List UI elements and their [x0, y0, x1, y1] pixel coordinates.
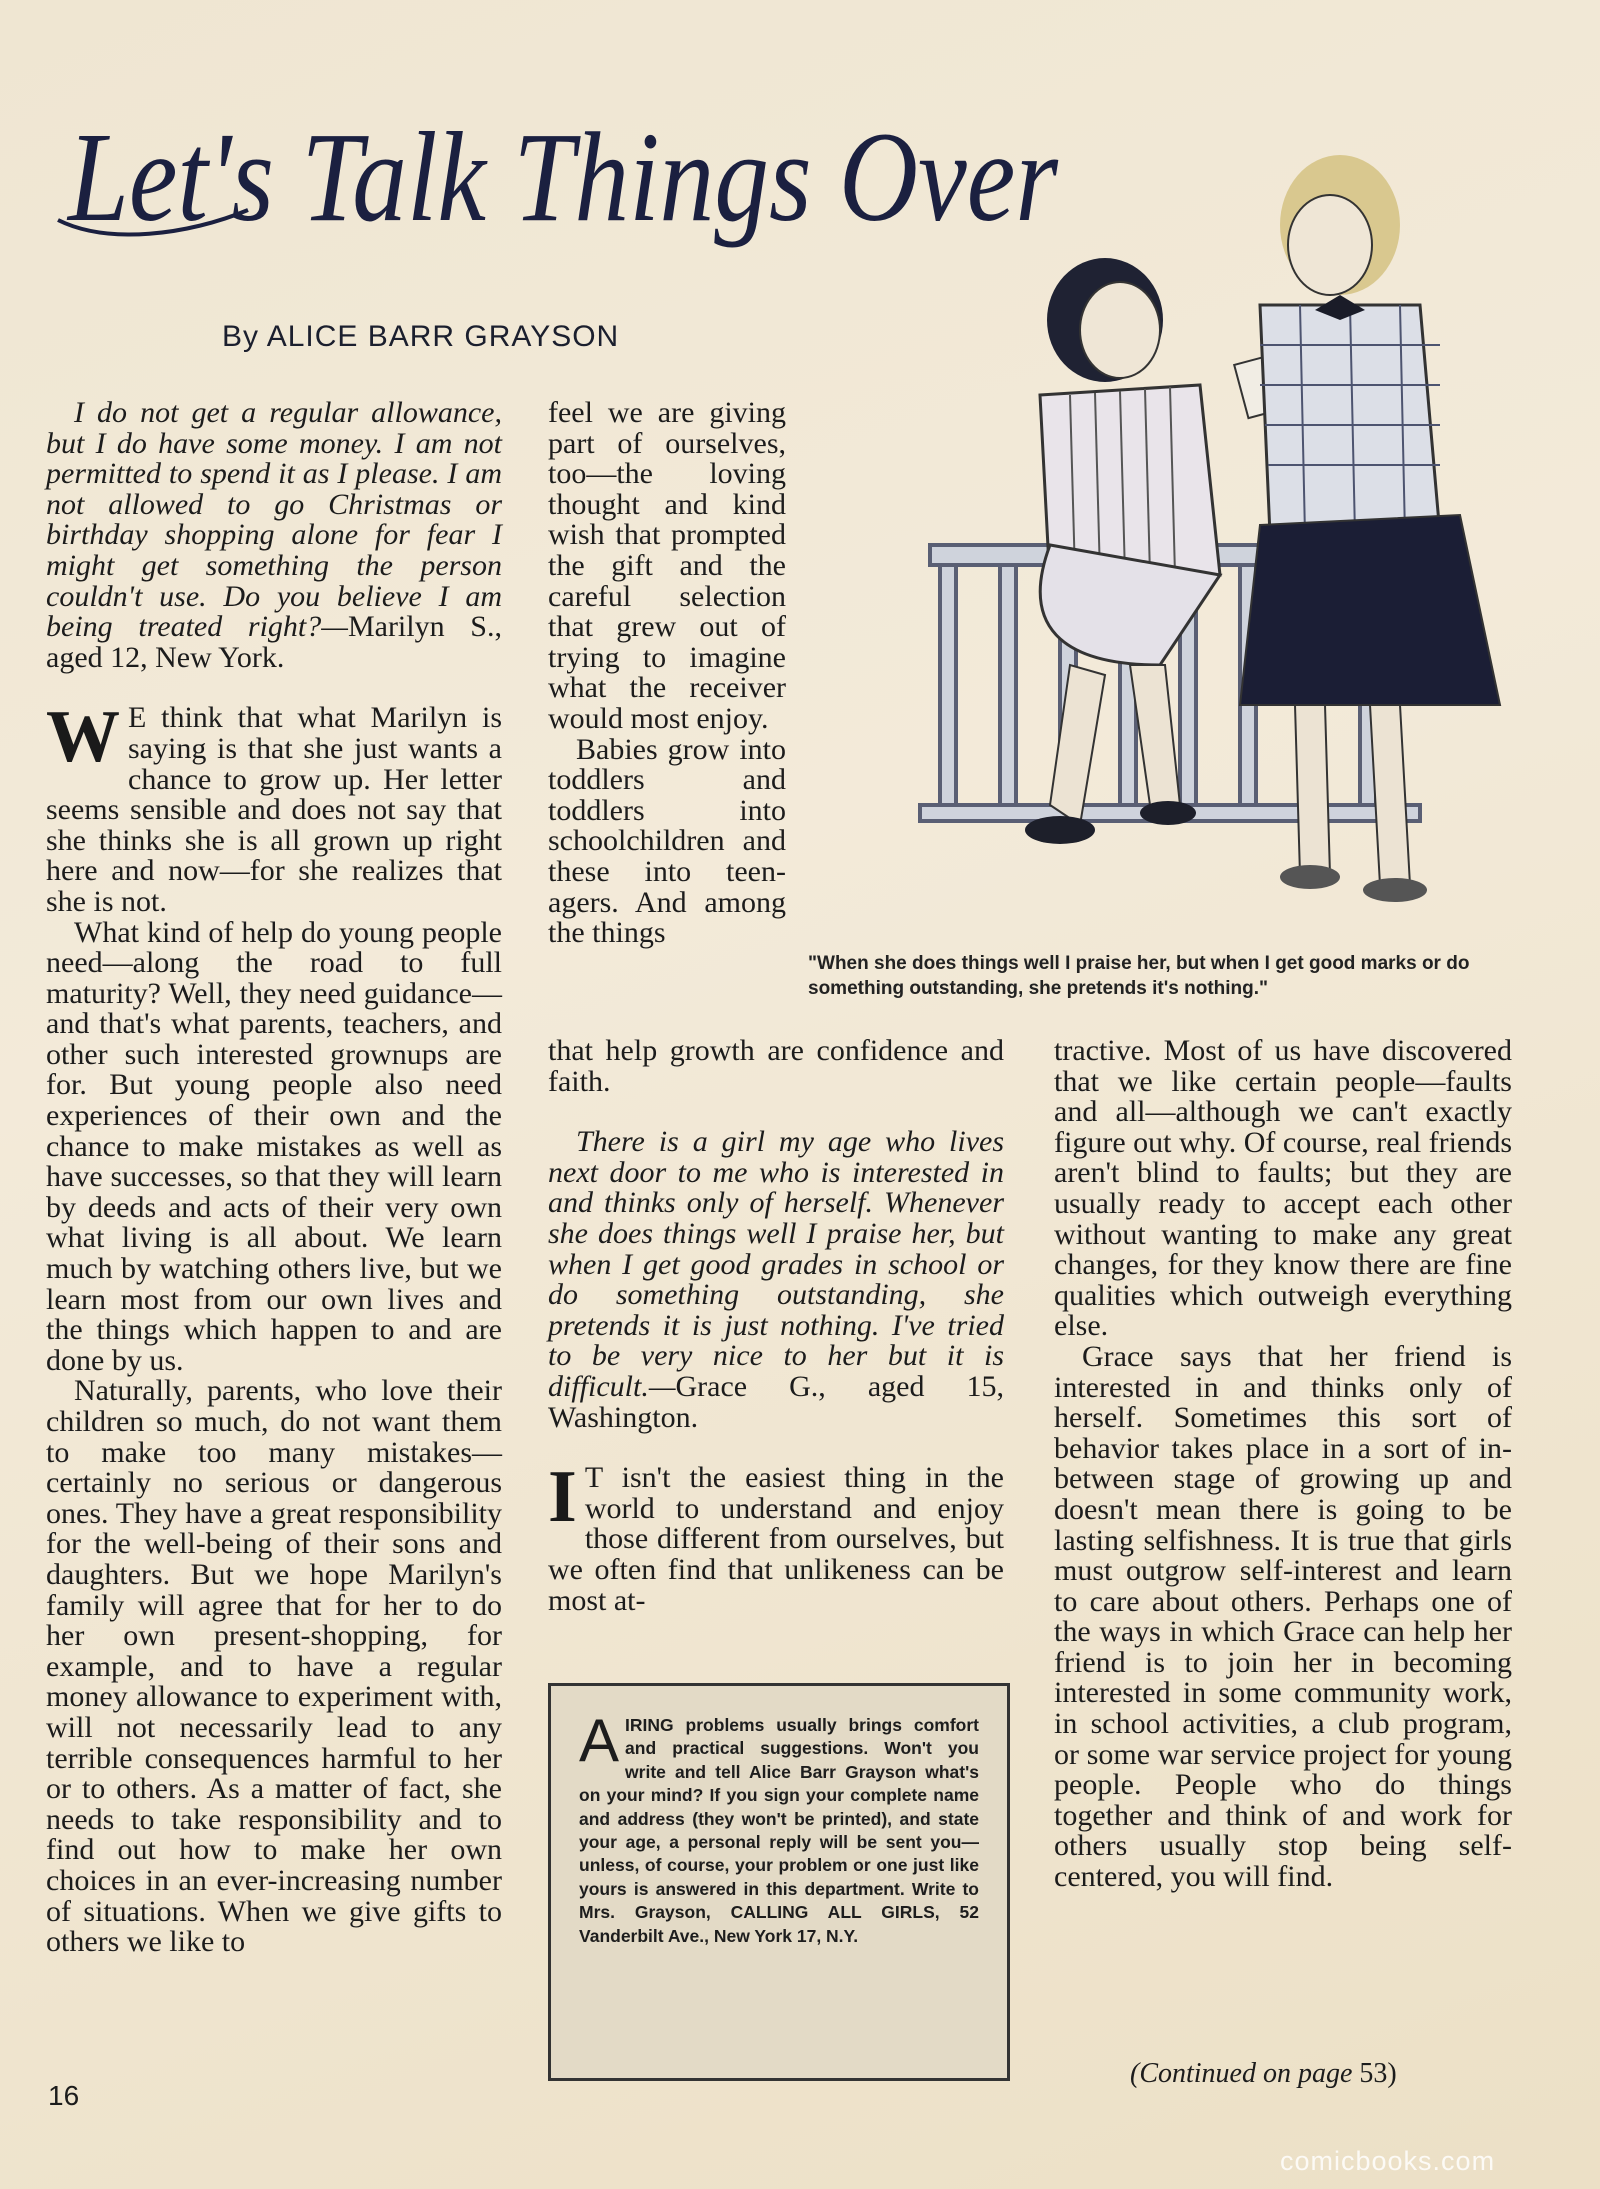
- page-number: 16: [48, 2080, 80, 2111]
- reply-1-paragraph-4: feel we are giving part of ourselves, too—the loving thought and kind wish that prompted the gift and the careful selection that grew out of trying to imagine what the receiver would most enjoy.: [548, 396, 786, 735]
- column-2-top: [548, 398, 786, 949]
- reply-2-paragraph-2: Grace says that her friend is interested in and thinks only of herself. Sometimes this sort of behavior takes place in a sort of in-between stage of growing up and doesn't mean there is going to be lasting selfishness. It is true that girls must outgrow self-interest and learn to care about others. Perhaps one of the ways in which Grace can help her friend is to join her in becoming interested in some community work, in school activities, a club program, or some war service project for young people. People who do things together and think of and work for others usually stop being self-centered, you will find.: [1054, 1339, 1512, 1894]
- two-girls-illustration: [900, 105, 1510, 935]
- letter-grace-text: There is a girl my age who lives next door to me who is interested in and thinks only of herself. Whenever she does things well I praise her, but when I get good grades in school or do something outstanding, she pretends it is just nothing. I've tried to be very nice to her but it is difficult.—: [548, 1125, 1004, 1403]
- reply-2-paragraph-1b: tractive. Most of us have discovered that we like certain people—faults and all—although we can't exactly figure out why. Of course, real friends aren't blind to faults; but they are usually ready to accept each other without wanting to make any great changes, for they know there are fine qualities which outweigh everything else.: [1054, 1034, 1512, 1343]
- reply-1-paragraph-5b: that help growth are confidence and faith.: [548, 1034, 1004, 1098]
- box-text: [579, 1707, 979, 1948]
- reply-1-p1-text: E think that what Marilyn is saying is that she just wants a chance to grow up. Her letter seems sensible and does not say that she thinks she is all grown up right here and now—for she realizes that she is not.: [46, 701, 502, 918]
- box-body: IRING problems usually brings comfort and practical suggestions. Won't you write and tell Alice Barr Grayson what's on your mind? If you sign your complete name and address (they won't be printed), and state your age, a personal reply will be sent you—unless, of course, your problem or one just like yours is answered in this department. Write to Mrs. Grayson, CALLING ALL GIRLS, 52 Vanderbilt Ave., New York 17, N.Y.: [579, 1715, 979, 1946]
- byline: By ALICE BARR GRAYSON: [222, 320, 620, 353]
- box-drop-cap: A: [579, 1707, 620, 1774]
- airing-problems-box: [548, 1683, 1010, 2081]
- title-text: Let's Talk Things Over: [66, 106, 1060, 248]
- watermark: comicbooks.com: [1280, 2146, 1496, 2176]
- letter-marilyn-signature: Marilyn S., aged 12, New York.: [46, 610, 502, 674]
- reply-2-p1a-text: T isn't the easiest thing in the world to understand and enjoy those different from ourselves, but we often find that unlikeness can be most at-: [548, 1461, 1004, 1617]
- reply-1-paragraph-1: [46, 696, 502, 918]
- column-3: [1054, 1036, 1512, 1893]
- letter-marilyn-text: I do not get a regular allowance, but I do have some money. I am not permitted to spend it as I please. I am not allowed to go Christmas or birthday shopping alone for fear I might get something the person couldn't use. Do you believe I am being treated right?—: [46, 396, 502, 644]
- column-2-bottom: [548, 1036, 1004, 1616]
- drop-cap-w: W: [46, 696, 120, 779]
- reply-2-paragraph-1a: [548, 1456, 1004, 1617]
- reply-1-paragraph-3: Naturally, parents, who love their children so much, do not want them to make too many mistakes—certainly no serious or dangerous ones. They have a great responsibility for the well-being of their sons and daughters. But we hope Marilyn's family will agree that for her to do her own present-shopping, for example, and to have a regular money allowance to experiment with, will not necessarily lead to any terrible consequences harmful to her or to others. As a matter of fact, she needs to take responsibility and to find out how to make her own choices in an ever-increasing number of situations. When we give gifts to others we like to: [46, 1374, 502, 1959]
- letter-grace-signature: Grace G., aged 15, Washington.: [548, 1369, 1004, 1434]
- reply-1-paragraph-5a: Babies grow into toddlers and toddlers into schoolchildren and these into teen-agers. And among the things: [548, 732, 786, 950]
- letter-marilyn: [46, 398, 502, 673]
- letter-grace: [548, 1127, 1004, 1433]
- reply-1-paragraph-2: What kind of help do young people need—along the road to full maturity? Well, they need guidance—and that's what parents, teachers, and other such interested grownups are for. But young people also need experiences of their own and the chance to make mistakes as well as have successes, so that they will learn by deeds and acts of their very own what living is all about. We learn much by watching others live, but we learn most from our own lives and the things which happen to and are done by us.: [46, 915, 502, 1377]
- continued-text: (Continued on page: [1130, 2058, 1353, 2089]
- column-1: [46, 398, 502, 1958]
- continued-note: [1130, 2058, 1397, 2090]
- continued-page: 53): [1359, 2058, 1397, 2089]
- illustration-caption: "When she does things well I praise her, but when I get good marks or do something outstanding, she pretends it's nothing.": [808, 953, 1470, 999]
- drop-cap-i: I: [548, 1456, 577, 1539]
